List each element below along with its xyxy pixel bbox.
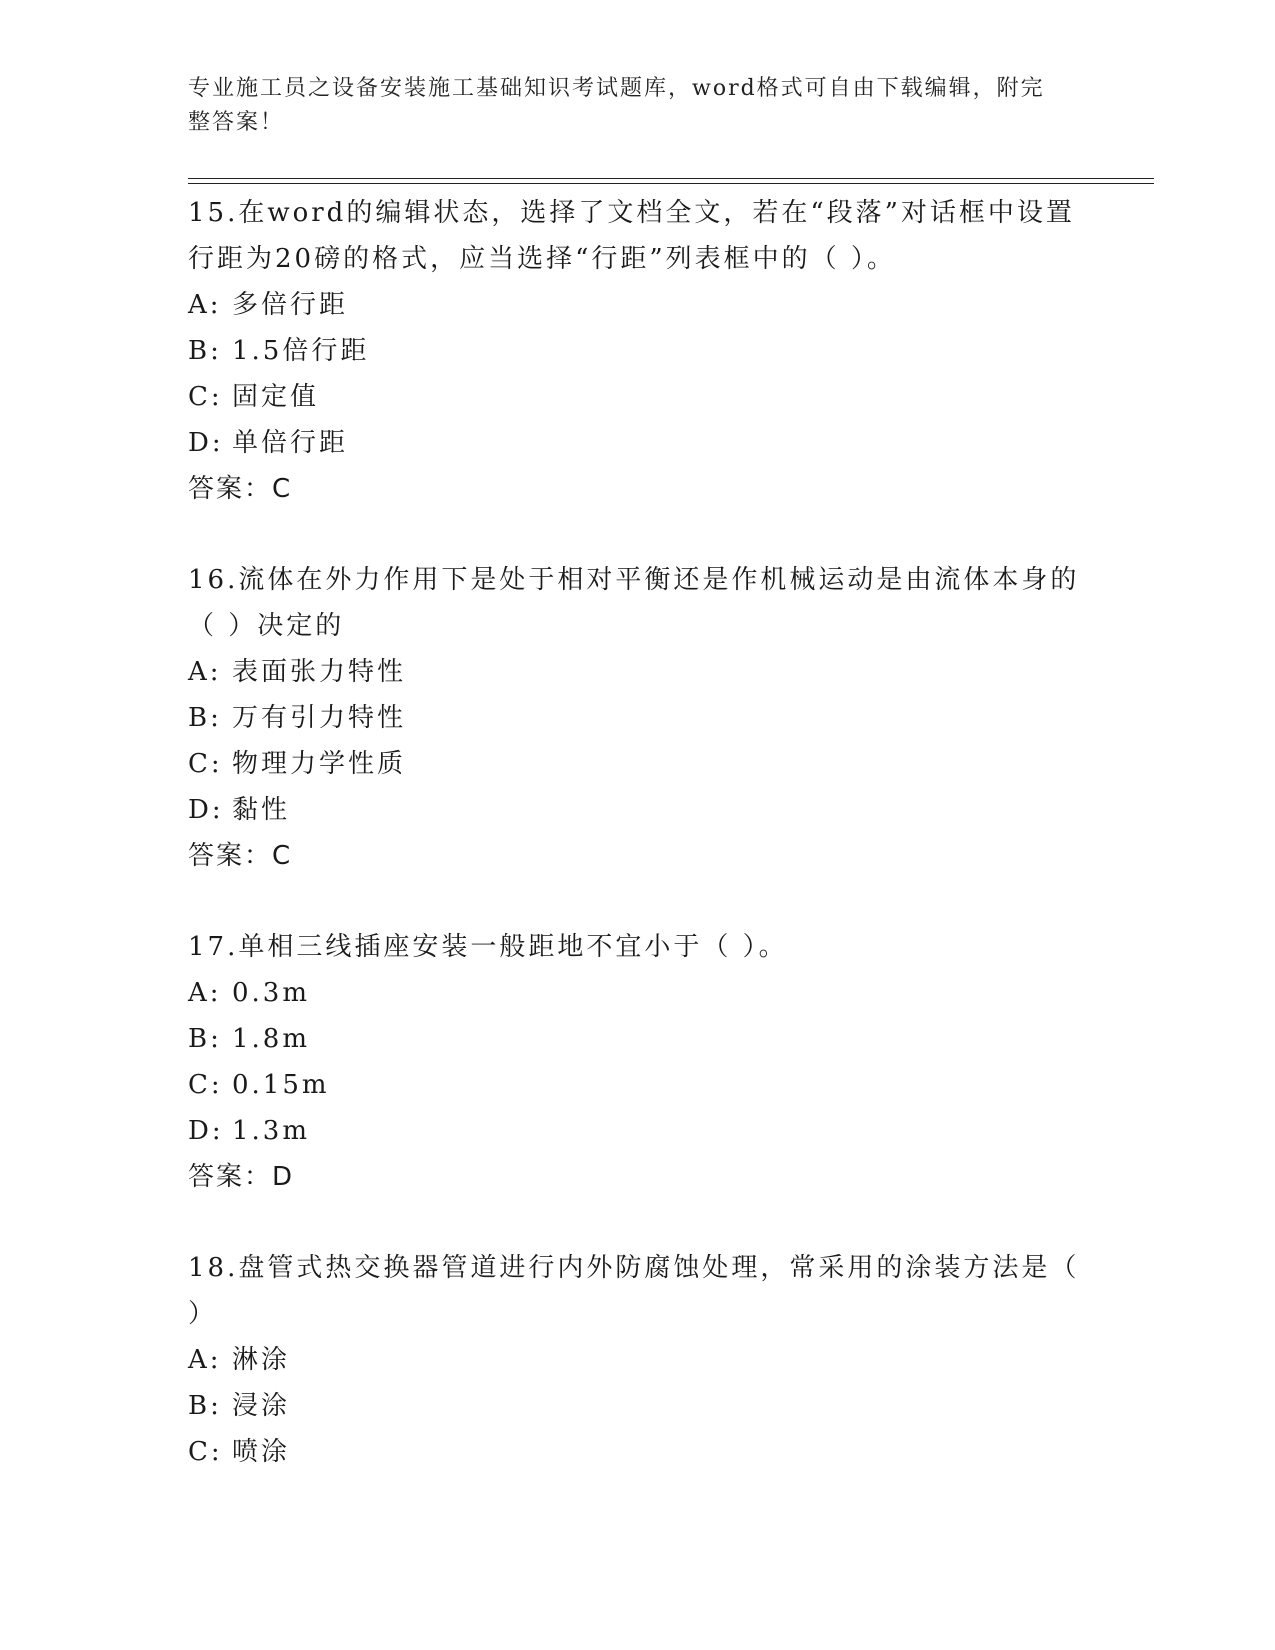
option-text: 0.15m [232, 1070, 330, 1100]
question-16 [188, 557, 1088, 879]
question-stem: 17.单相三线插座安装一般距地不宜小于（ ）。 [188, 932, 788, 962]
option-a [188, 282, 1088, 328]
question-stem: 16.流体在外力作用下是处于相对平衡还是作机械运动是由流体本身的（ ）决定的 [188, 565, 1080, 641]
option-b [188, 328, 1088, 374]
option-text: 1.8m [232, 1024, 311, 1054]
option-text: 单倍行距 [232, 428, 349, 458]
answer-line: 答案：C [188, 841, 293, 871]
option-c [188, 374, 1088, 420]
option-key: A: [188, 1345, 222, 1375]
option-text: 1.3m [232, 1116, 311, 1146]
option-key: B: [188, 1024, 222, 1054]
option-key: C: [188, 749, 223, 779]
option-key: C: [188, 1070, 223, 1100]
option-key: A: [188, 657, 222, 687]
header-rule-bottom [188, 183, 1154, 184]
answer-line: 答案：C [188, 474, 293, 504]
question-17 [188, 924, 1088, 1200]
option-key: B: [188, 703, 222, 733]
option-text: 1.5倍行距 [232, 336, 370, 366]
option-text: 淋涂 [232, 1345, 291, 1375]
option-key: B: [188, 336, 222, 366]
document-header: 专业施工员之设备安装施工基础知识考试题库，word格式可自由下载编辑，附完整答案！ [188, 76, 1045, 135]
question-list [188, 190, 1088, 1520]
option-d [188, 787, 1088, 833]
option-a [188, 970, 1088, 1016]
option-a [188, 649, 1088, 695]
option-text: 黏性 [232, 795, 291, 825]
option-text: 0.3m [232, 978, 311, 1008]
option-key: D: [188, 1116, 224, 1146]
header-rule-top [188, 178, 1154, 179]
option-key: C: [188, 1437, 223, 1467]
option-d [188, 420, 1088, 466]
answer-line: 答案：D [188, 1162, 295, 1192]
option-a [188, 1337, 1088, 1383]
option-key: B: [188, 1391, 222, 1421]
option-text: 多倍行距 [232, 290, 349, 320]
question-stem: 15.在word的编辑状态，选择了文档全文，若在“段落”对话框中设置行距为20磅的格式，应当选择“行距”列表框中的（ ）。 [188, 198, 1075, 274]
option-text: 喷涂 [232, 1437, 291, 1467]
question-stem: 18.盘管式热交换器管道进行内外防腐蚀处理，常采用的涂装方法是（ ） [188, 1253, 1080, 1329]
question-18 [188, 1245, 1088, 1475]
option-key: A: [188, 290, 222, 320]
question-15 [188, 190, 1088, 512]
option-text: 浸涂 [232, 1391, 291, 1421]
option-text: 物理力学性质 [232, 749, 407, 779]
option-b [188, 695, 1088, 741]
option-key: D: [188, 428, 224, 458]
option-key: D: [188, 795, 224, 825]
option-text: 固定值 [232, 382, 320, 412]
option-d [188, 1108, 1088, 1154]
option-text: 万有引力特性 [232, 703, 407, 733]
option-c [188, 1062, 1088, 1108]
option-c [188, 741, 1088, 787]
option-key: A: [188, 978, 222, 1008]
option-b [188, 1016, 1088, 1062]
option-b [188, 1383, 1088, 1429]
option-text: 表面张力特性 [232, 657, 407, 687]
option-key: C: [188, 382, 223, 412]
option-c [188, 1429, 1088, 1475]
